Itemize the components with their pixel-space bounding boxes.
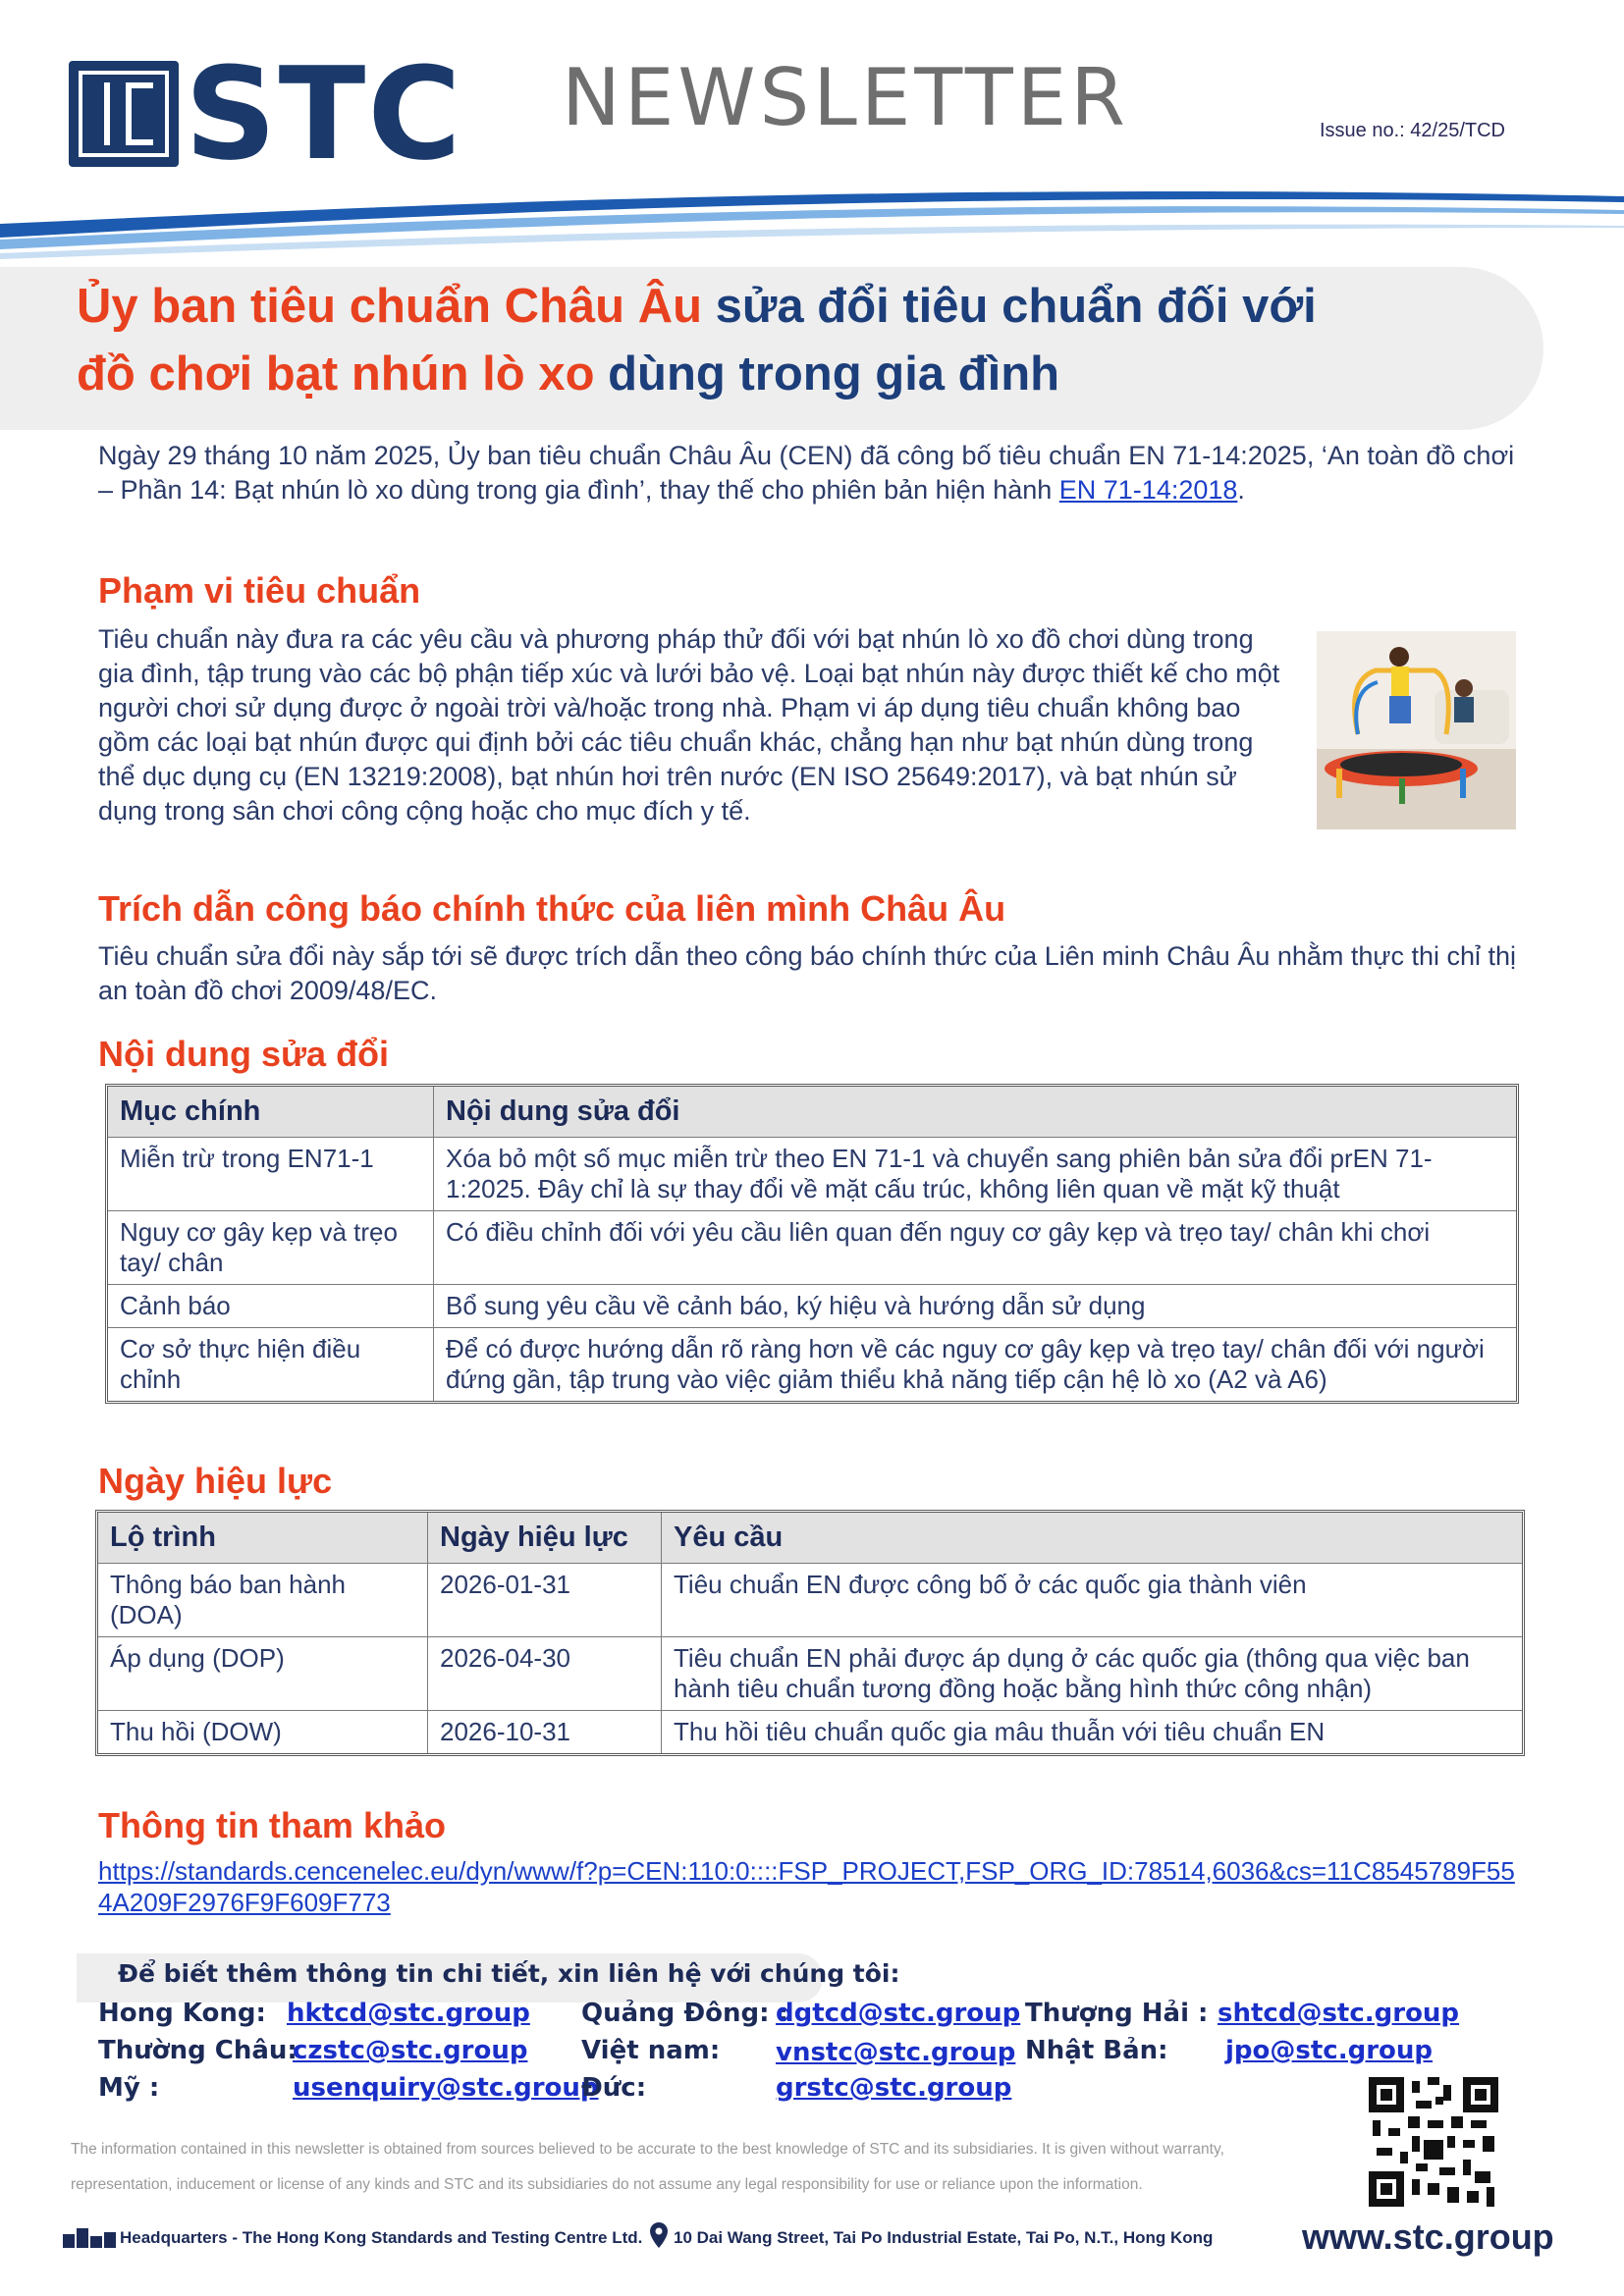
newsletter-label: NEWSLETTER (562, 52, 1129, 143)
table-cell: Cảnh báo (108, 1285, 434, 1328)
table-cell: 2026-04-30 (428, 1637, 662, 1711)
logo-text: STC (185, 39, 463, 188)
address-text: 10 Dai Wang Street, Tai Po Industrial Estate, Tai Po, N.T., Hong Kong (674, 2228, 1214, 2247)
table-cell: Nguy cơ gây kẹp và trẹo tay/ chân (108, 1211, 434, 1285)
reference-heading: Thông tin tham khảo (98, 1805, 446, 1845)
intro-text: Ngày 29 tháng 10 năm 2025, Ủy ban tiêu chuẩn Châu Âu (CEN) đã công bố tiêu chuẩn EN 71-14:2025, ‘An toàn đồ chơi – Phần 14: Bạt nhún lò xo dùng trong gia đình’, thay thế cho phiên bản hiện hành (98, 441, 1515, 505)
issue-number: Issue no.: 42/25/TCD (1320, 120, 1505, 141)
contact-label-hongkong: Hong Kong: (98, 1999, 266, 2028)
table-header-row (108, 1087, 1516, 1138)
standard-link[interactable]: EN 71-14:2018 (1058, 475, 1238, 505)
disclaimer: The information contained in this newsletter is obtained from sources believed to be accurate to the best knowledge of STC and its subsidiaries. It is given without warranty, representation, inducement or license of any kinds and STC and its subsidiaries do not assume any legal responsibility for use or reliance upon the information. (71, 2141, 1224, 2193)
contact-label-japan: Nhật Bản: (1025, 2036, 1168, 2065)
table-row (108, 1328, 1516, 1401)
revisions-heading: Nội dung sửa đổi (98, 1034, 390, 1074)
table-cell: 2026-10-31 (428, 1711, 662, 1753)
table-cell: Tiêu chuẩn EN phải được áp dụng ở các quốc gia (thông qua việc ban hành tiêu chuẩn tương đồng hoặc bằng hình thức công nhận) (662, 1637, 1522, 1711)
qr-code-icon (1369, 2077, 1498, 2207)
column-header: Mục chính (108, 1087, 434, 1138)
title-line1-blue: sửa đổi tiêu chuẩn đối với (702, 280, 1317, 333)
page-title (77, 273, 1530, 408)
citation-paragraph: Tiêu chuẩn sửa đổi này sắp tới sẽ được trích dẫn theo công báo chính thức của Liên minh Châu Âu nhằm thực thi chỉ thị an toàn đồ chơi 2009/48/EC. (98, 941, 1517, 1005)
contact-email-guangdong[interactable]: dgtcd@stc.group (776, 1999, 1021, 2028)
contact-email-shanghai[interactable]: shtcd@stc.group (1218, 1999, 1460, 2028)
table-cell: Có điều chỉnh đối với yêu cầu liên quan đến nguy cơ gây kẹp và trẹo tay/ chân khi chơi (434, 1211, 1516, 1285)
column-header: Nội dung sửa đổi (434, 1087, 1516, 1138)
title-line1-red: Ủy ban tiêu chuẩn Châu Âu (77, 280, 703, 333)
table-cell: Tiêu chuẩn EN được công bố ở các quốc gia thành viên (662, 1564, 1522, 1637)
table-cell: Bổ sung yêu cầu về cảnh báo, ký hiệu và hướng dẫn sử dụng (434, 1285, 1516, 1328)
stc-logo (69, 39, 463, 188)
column-header: Ngày hiệu lực (428, 1513, 662, 1564)
table-cell: Cơ sở thực hiện điều chỉnh (108, 1328, 434, 1401)
contact-label-usa: Mỹ : (98, 2073, 160, 2103)
intro-end: . (1237, 475, 1245, 505)
table-cell: Thu hồi tiêu chuẩn quốc gia mâu thuẫn với tiêu chuẩn EN (674, 1717, 1326, 1746)
title-line2-red: đồ chơi bạt nhún lò xo (77, 347, 595, 400)
table-row (108, 1211, 1516, 1285)
table-row (108, 1138, 1516, 1211)
intro-paragraph (98, 439, 1527, 507)
stc-emblem-icon (69, 61, 179, 167)
contact-label-vietnam: Việt nam: (581, 2036, 721, 2065)
revisions-table (105, 1084, 1519, 1404)
headquarters-text: Headquarters - The Hong Kong Standards and Testing Centre Ltd. (120, 2228, 643, 2247)
table-row (98, 1637, 1522, 1711)
website-link[interactable]: www.stc.group (1302, 2216, 1554, 2257)
table-row (98, 1711, 1522, 1753)
trampoline-photo (1317, 631, 1516, 829)
table-row (98, 1564, 1522, 1637)
table-cell: Thu hồi (DOW) (98, 1711, 428, 1753)
table-cell: Thông báo ban hành (DOA) (98, 1564, 428, 1637)
contact-label-shanghai: Thượng Hải : (1025, 1999, 1209, 2028)
table-row (108, 1285, 1516, 1328)
trampoline-image-icon (1317, 631, 1516, 829)
table-cell: Áp dụng (DOP) (98, 1637, 428, 1711)
contact-email-hongkong[interactable]: hktcd@stc.group (287, 1999, 530, 2028)
scope-heading: Phạm vi tiêu chuẩn (98, 570, 421, 611)
building-icon (61, 2224, 118, 2248)
effective-dates-table (95, 1510, 1525, 1756)
contact-email-japan[interactable]: jpo@stc.group (1225, 2036, 1433, 2065)
table-header-row (98, 1513, 1522, 1564)
reference-link[interactable]: https://standards.cencenelec.eu/dyn/www/f?p=CEN:110:0::::FSP_PROJECT,FSP_ORG_ID:78514,6036&cs=11C8545789F554A209F2976F9F609F773 (98, 1856, 1515, 1917)
contact-email-usa[interactable]: usenquiry@stc.group (293, 2073, 599, 2103)
effective-heading: Ngày hiệu lực (98, 1461, 333, 1501)
contact-label-germany: Đức: (581, 2073, 647, 2103)
reference-link-wrap (98, 1855, 1522, 1918)
contact-intro: Để biết thêm thông tin chi tiết, xin liên hệ với chúng tôi: (118, 1959, 900, 1988)
title-line2-blue: dùng trong gia đình (594, 347, 1060, 400)
citation-heading: Trích dẫn công báo chính thức của liên mình Châu Âu (98, 888, 1006, 929)
contact-email-germany[interactable]: grstc@stc.group (776, 2073, 1012, 2103)
table-cell: Miễn trừ trong EN71-1 (108, 1138, 434, 1211)
scope-paragraph: Tiêu chuẩn này đưa ra các yêu cầu và phương pháp thử đối với bạt nhún lò xo đồ chơi dùng trong gia đình, tập trung vào các bộ phận tiếp xúc và lưới bảo vệ. Loại bạt nhún này được thiết kế cho một người chơi sử dụng được ở ngoài trời và/hoặc trong nhà. Phạm vi áp dụng tiêu chuẩn không bao gồm các loại bạt nhún được qui định bởi các tiêu chuẩn khác, chẳng hạn như bạt nhún dùng trong thể dục dụng cụ (EN 13219:2008), bạt nhún hơi trên nước (EN ISO 25649:2017), và bạt nhún sử dụng trong sân chơi công cộng hoặc cho mục đích y tế. (98, 624, 1280, 826)
header-swoosh (0, 177, 1624, 265)
table-cell: 2026-01-31 (428, 1564, 662, 1637)
contact-email-vietnam[interactable]: vnstc@stc.group (776, 2038, 1016, 2067)
table-cell: Để có được hướng dẫn rõ ràng hơn về các nguy cơ gây kẹp và trẹo tay/ chân đối với người đứng gần, tập trung vào việc giảm thiểu khả năng tiếp cận hệ lò xo (A2 và A6) (446, 1334, 1485, 1394)
location-pin-icon (650, 2222, 668, 2248)
column-header: Yêu cầu (662, 1513, 1522, 1564)
contact-label-guangdong: Quảng Đông: : (581, 1999, 788, 2028)
contact-email-changzhou[interactable]: czstc@stc.group (293, 2036, 528, 2065)
table-cell: Xóa bỏ một số mục miễn trừ theo EN 71-1 và chuyển sang phiên bản sửa đổi prEN 71-1:2025. Đây chỉ là sự thay đổi về mặt cấu trúc, không liên quan về mặt kỹ thuật (434, 1138, 1516, 1211)
contact-label-changzhou: Thường Châu: (98, 2036, 298, 2065)
column-header: Lộ trình (98, 1513, 428, 1564)
